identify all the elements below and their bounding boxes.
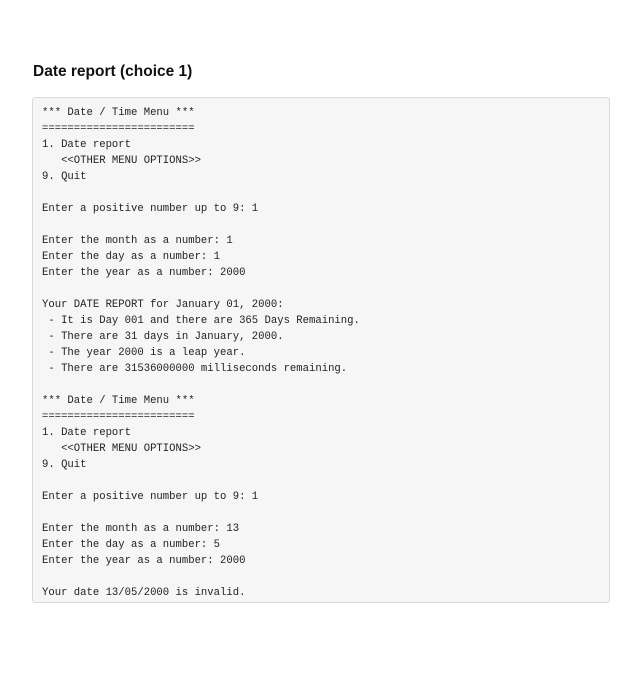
console-line: Enter the day as a number: 5 <box>42 539 221 551</box>
console-line: 9. Quit <box>42 171 87 183</box>
console-line: ======================== <box>42 411 195 423</box>
console-line <box>42 281 609 297</box>
console-line <box>42 473 609 489</box>
console-line: Your date 13/05/2000 is invalid. <box>42 587 246 599</box>
console-output-block <box>32 97 610 603</box>
console-line <box>42 505 609 521</box>
console-line: *** Date / Time Menu *** <box>42 107 195 119</box>
console-line: Enter the month as a number: 13 <box>42 523 240 535</box>
console-line: Enter the month as a number: 1 <box>42 235 233 247</box>
console-line <box>42 185 609 201</box>
console-line: 1. Date report <box>42 139 132 151</box>
console-line: 1. Date report <box>42 427 132 439</box>
console-line <box>42 569 609 585</box>
console-line: ======================== <box>42 123 195 135</box>
console-line: <<OTHER MENU OPTIONS>> <box>42 443 201 455</box>
console-line: Your DATE REPORT for January 01, 2000: <box>42 299 284 311</box>
console-line: - The year 2000 is a leap year. <box>42 347 246 359</box>
console-line: Enter the day as a number: 1 <box>42 251 221 263</box>
console-line: Enter the year as a number: 2000 <box>42 267 246 279</box>
console-line: Enter the year as a number: 2000 <box>42 555 246 567</box>
console-line <box>42 217 609 233</box>
page-title: Date report (choice 1) <box>33 63 193 80</box>
console-line: Enter a positive number up to 9: 1 <box>42 203 259 215</box>
console-line <box>42 377 609 393</box>
console-line: *** Date / Time Menu *** <box>42 395 195 407</box>
console-line: - There are 31536000000 milliseconds remaining. <box>42 363 348 375</box>
console-line: - There are 31 days in January, 2000. <box>42 331 284 343</box>
console-line: Enter a positive number up to 9: 1 <box>42 491 259 503</box>
console-line: <<OTHER MENU OPTIONS>> <box>42 155 201 167</box>
console-line: - It is Day 001 and there are 365 Days Remaining. <box>42 315 360 327</box>
console-line: 9. Quit <box>42 459 87 471</box>
